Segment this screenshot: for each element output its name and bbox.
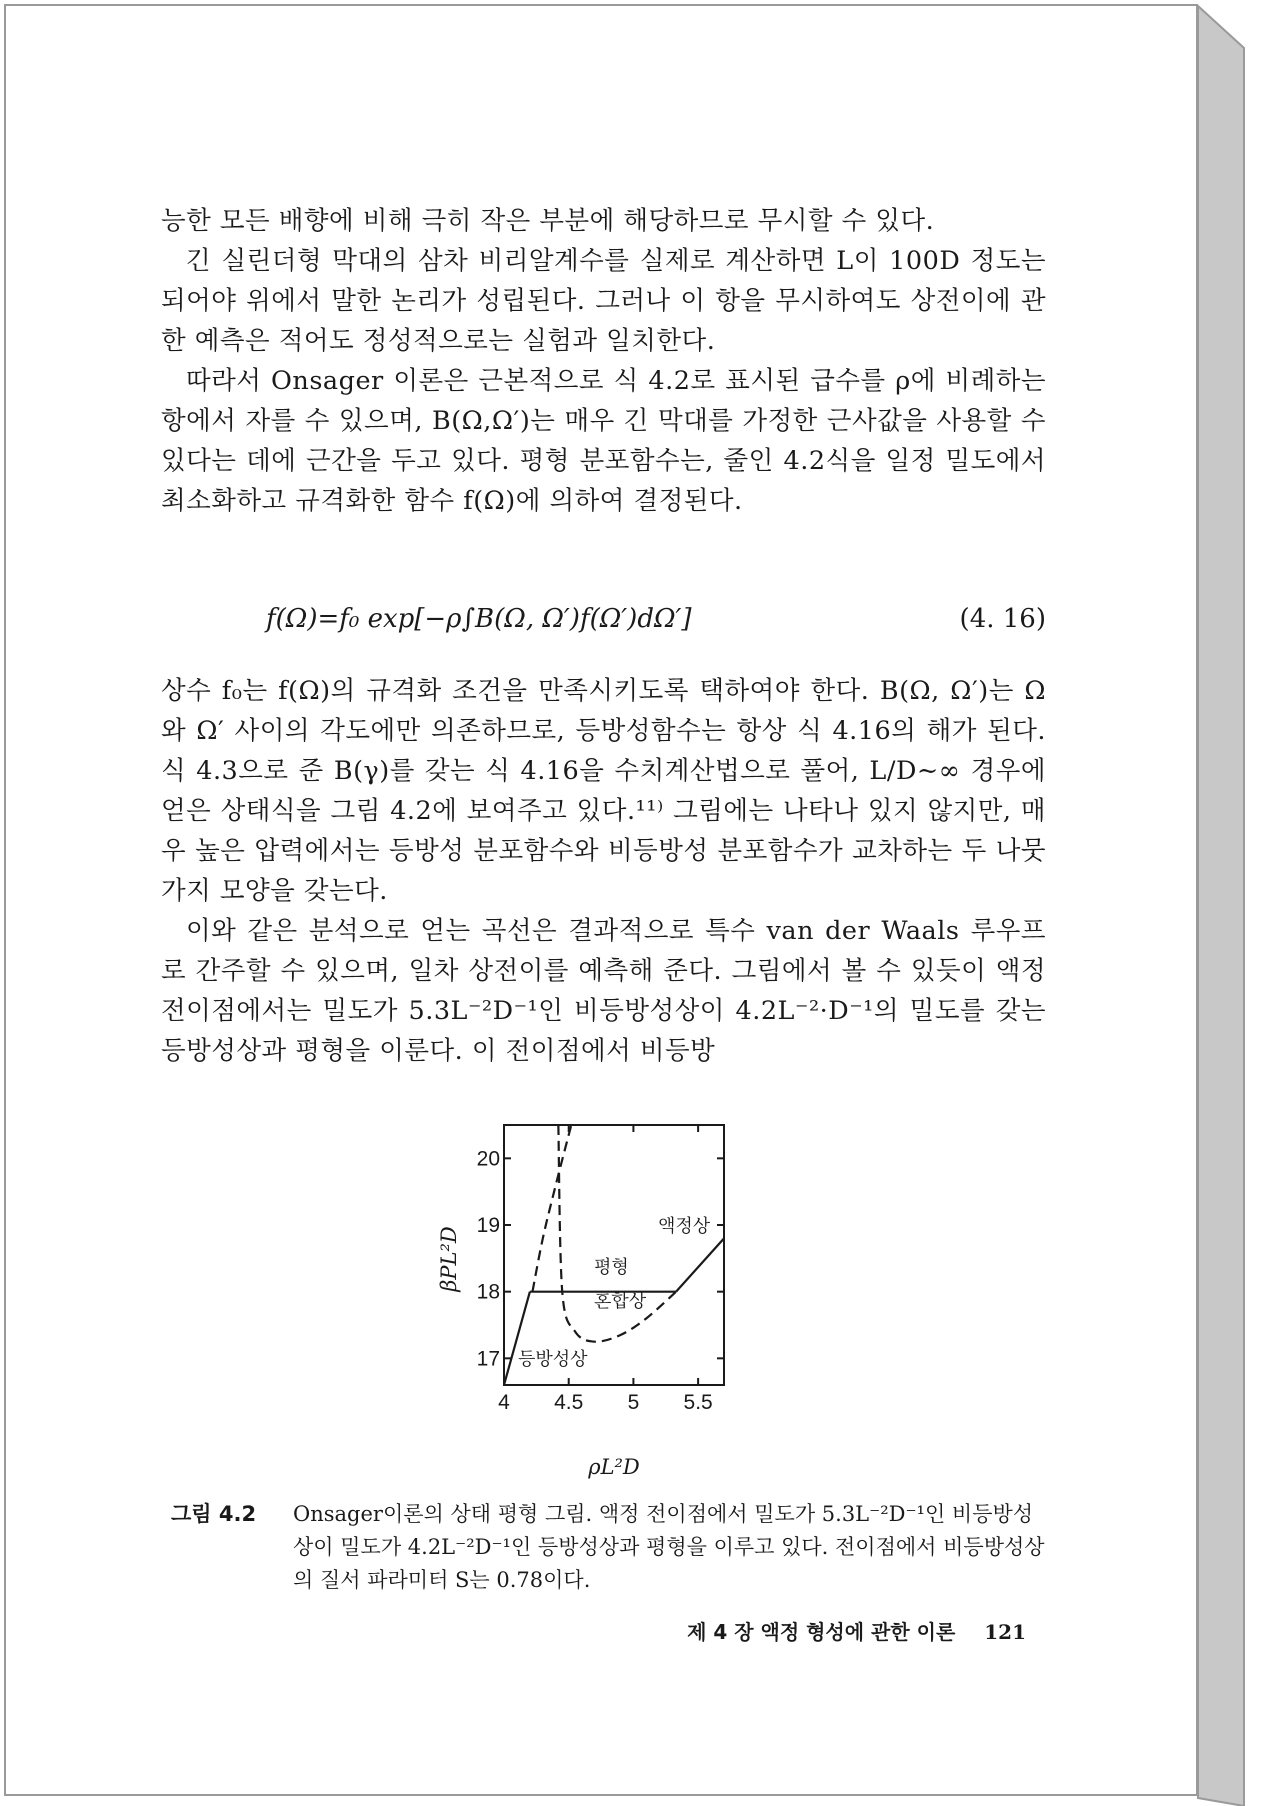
paragraph-4: 상수 f₀는 f(Ω)의 규격화 조건을 만족시키도록 택하여야 한다. B(Ω, Ω′)는 Ω와 Ω′ 사이의 각도에만 의존하므로, 등방성함수는 항상 식 4.16의 해가 된다. 식 4.3으로 준 B(γ)를 갖는 식 4.16을 수치계산법으로 풀어, L/D∼∞ 경우에 얻은 상태식을 그림 4.2에 보여주고 있다.¹¹⁾ 그림에는 나타나 있지 않지만, 매우 높은 압력에서는 등방성 분포함수와 비등방성 분포함수가 교차하는 두 나뭇가지 모양을 갖는다. xyxy=(161,676,1046,906)
equation-4-16 xyxy=(266,604,1046,648)
page-footer xyxy=(606,1616,1026,1645)
equation-number: (4. 16) xyxy=(959,604,1046,634)
paragraph-5 xyxy=(161,911,1046,1071)
book-page xyxy=(4,4,1198,1796)
y-tick-label: 17 xyxy=(476,1347,500,1371)
paragraph-5-text: 이와 같은 분석으로 얻는 곡선은 결과적으로 특수 van der Waals 루우프로 간주할 수 있으며, 일차 상전이를 예측해 준다. 그림에서 볼 수 있듯이 액정 전이점에서는 밀도가 5.3L⁻²D⁻¹인 비등방성상이 4.2L⁻²·D⁻¹의 밀도를 갖는 등방성상과 평형을 이룬다. 이 전이점에서 비등방 xyxy=(161,916,1046,1066)
x-tick-label: 5.5 xyxy=(683,1391,713,1414)
label-isotropic-phase: 등방성상 xyxy=(518,1349,588,1370)
chapter-title: 제 4 장 액정 형성에 관한 이론 xyxy=(687,1620,956,1644)
x-tick-label: 4.5 xyxy=(554,1391,584,1414)
phase-diagram-figure xyxy=(426,1111,786,1501)
x-axis-label: ρL²D xyxy=(588,1455,640,1479)
x-tick-label: 5 xyxy=(627,1391,640,1414)
label-mixed-phase: 혼합상 xyxy=(594,1291,647,1312)
equation-body: f(Ω)=f₀ exp[−ρ∫B(Ω, Ω′)f(Ω′)dΩ′] xyxy=(266,604,692,634)
paragraph-3-text: 따라서 Onsager 이론은 근본적으로 식 4.2로 표시된 급수를 ρ에 비례하는 항에서 자를 수 있으며, B(Ω,Ω′)는 매우 긴 막대를 가정한 근사값을 사용할 수 있다는 데에 근간을 두고 있다. 평형 분포함수는, 줄인 4.2식을 일정 밀도에서 최소화하고 규격화한 함수 f(Ω)에 의하여 결정된다. xyxy=(161,366,1046,516)
paragraph-3 xyxy=(161,361,1046,521)
label-nematic-phase: 액정상 xyxy=(658,1216,711,1237)
caption-label: 그림 4.2 xyxy=(171,1502,257,1526)
solid-coexistence-line xyxy=(504,1292,530,1385)
paragraph-2 xyxy=(161,241,1046,361)
page-number: 121 xyxy=(984,1620,1026,1644)
solid-coexistence-line xyxy=(676,1238,724,1291)
y-tick-label: 20 xyxy=(476,1147,500,1171)
y-axis-label: βPL²D xyxy=(437,1226,461,1292)
y-tick-label: 18 xyxy=(476,1280,500,1304)
x-tick-label: 4 xyxy=(498,1391,510,1414)
paragraph-2-text: 긴 실린더형 막대의 삼차 비리알계수를 실제로 계산하면 L이 100D 정도는 되어야 위에서 말한 논리가 성립된다. 그러나 이 항을 무시하여도 상전이에 관한 예측은 적어도 정성적으로는 실험과 일치한다. xyxy=(161,246,1046,356)
phase-diagram-svg xyxy=(426,1111,786,1501)
dashed-curve xyxy=(532,1125,571,1292)
label-equilibrium: 평형 xyxy=(594,1257,629,1278)
paragraph-1: 능한 모든 배향에 비해 극히 작은 부분에 해당하므로 무시할 수 있다. xyxy=(161,206,935,236)
caption-text: Onsager이론의 상태 평형 그림. 액정 전이점에서 밀도가 5.3L⁻²D⁻¹인 비등방성상이 밀도가 4.2L⁻²D⁻¹인 등방성상과 평형을 이루고 있다. 전이점에서 비등방성상의 질서 파라미터 S는 0.78이다. xyxy=(293,1502,1045,1592)
y-tick-label: 19 xyxy=(476,1214,500,1237)
plot-frame xyxy=(504,1125,724,1385)
